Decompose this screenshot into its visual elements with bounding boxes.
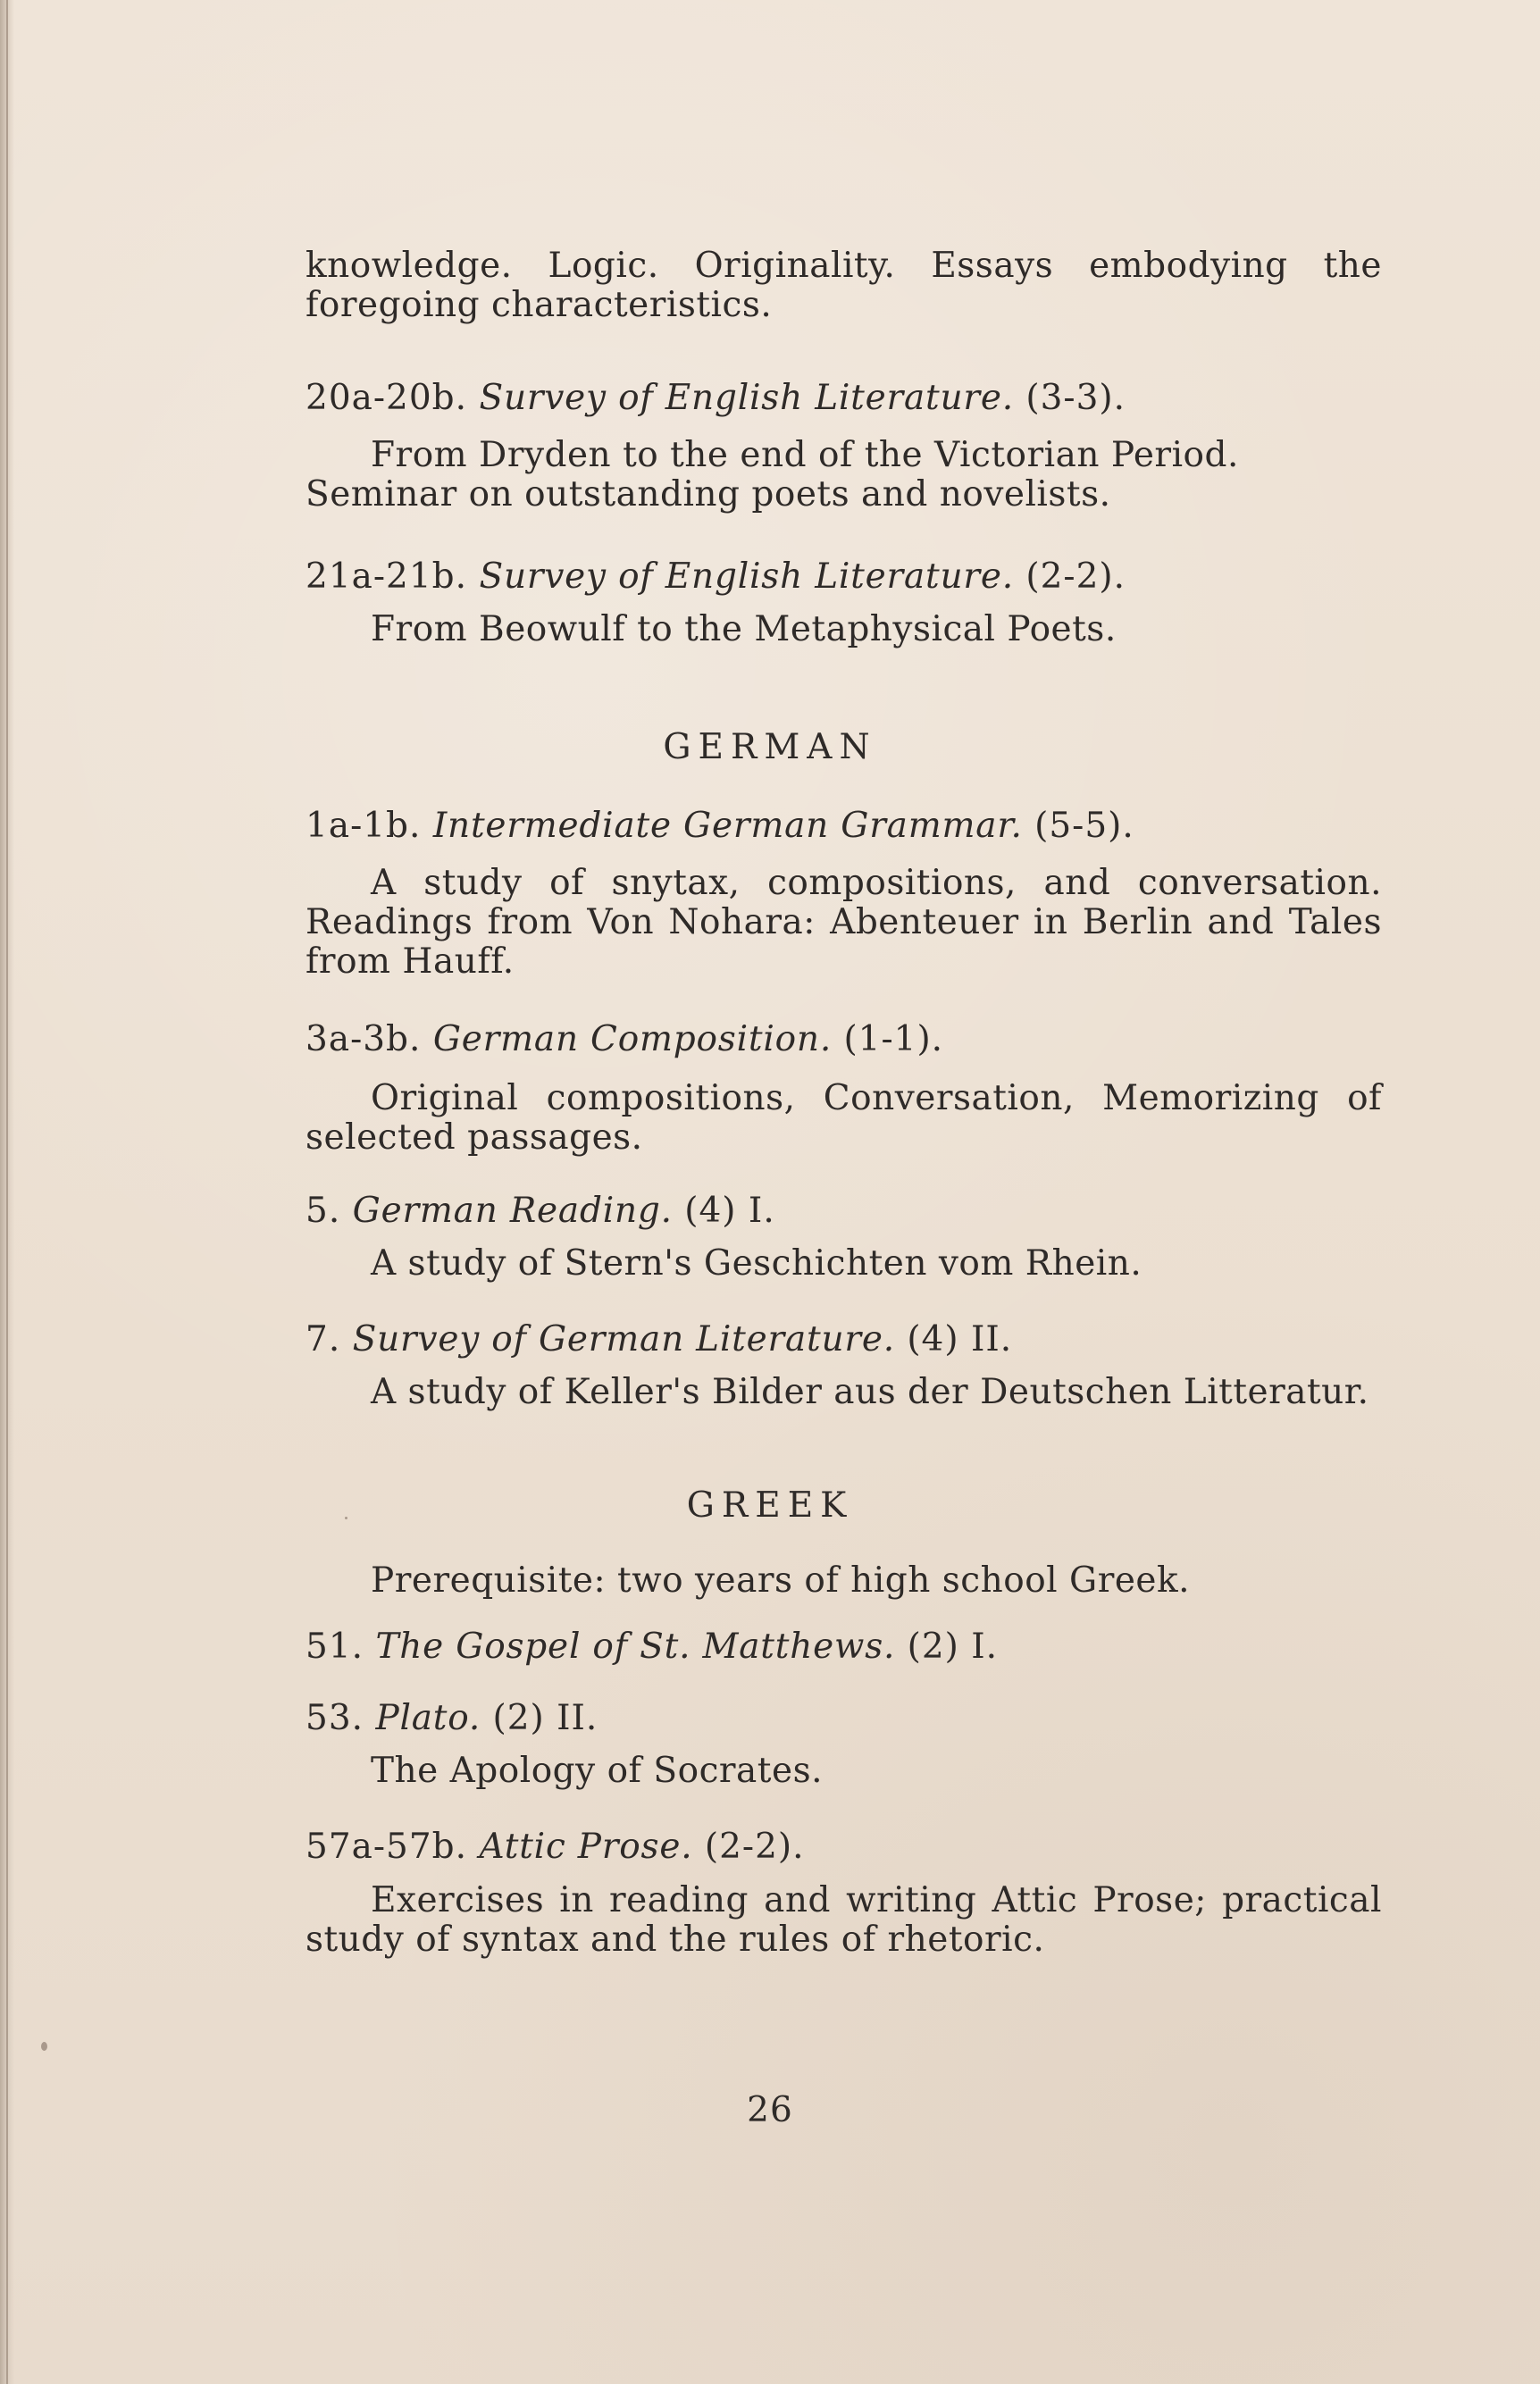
course-entry: [305, 807, 1134, 846]
course-description: From Dryden to the end of the Victorian Period. Seminar on outstanding poets and novelists.: [305, 435, 1239, 514]
course-number: 5.: [305, 1191, 341, 1231]
course-number: 1a-1b.: [305, 806, 422, 846]
course-title: Attic Prose.: [479, 1827, 693, 1867]
course-number: 53.: [305, 1698, 364, 1738]
course-credits: (2) I.: [907, 1627, 999, 1667]
course-number: 3a-3b.: [305, 1019, 422, 1059]
course-entry: [305, 1699, 598, 1738]
course-credits: (5-5).: [1034, 806, 1134, 846]
course-description: From Beowulf to the Metaphysical Poets.: [371, 609, 1117, 649]
course-entry: [305, 1627, 998, 1667]
section-heading-german: GERMAN: [663, 727, 877, 767]
course-number: 51.: [305, 1627, 364, 1667]
course-title: Survey of English Literature.: [479, 556, 1014, 597]
course-description: Original compositions, Conversation, Memorizing of selected passages.: [305, 1078, 1382, 1158]
course-number: 20a-20b.: [305, 378, 468, 418]
binding-edge-line: [6, 0, 8, 2384]
section-prerequisite: Prerequisite: two years of high school Greek.: [371, 1560, 1191, 1601]
course-entry: [305, 379, 1126, 418]
course-title: The Gospel of St. Matthews.: [375, 1627, 896, 1667]
intro-paragraph: knowledge. Logic. Originality. Essays embodying the foregoing characteristics.: [305, 246, 1382, 325]
course-entry: [305, 1320, 1012, 1359]
course-title: German Reading.: [352, 1191, 673, 1231]
course-credits: (4) II.: [907, 1319, 1013, 1359]
course-credits: (4) I.: [684, 1191, 775, 1231]
course-title: German Composition.: [432, 1019, 833, 1059]
course-credits: (1-1).: [843, 1019, 944, 1059]
course-credits: (2-2).: [704, 1827, 805, 1867]
course-credits: (2) II.: [492, 1698, 598, 1738]
page-number: 26: [747, 2090, 793, 2130]
course-number: 7.: [305, 1319, 341, 1359]
course-credits: (3-3).: [1025, 378, 1126, 418]
course-credits: (2-2).: [1025, 556, 1126, 597]
course-description: The Apology of Socrates.: [371, 1751, 823, 1791]
course-description: A study of snytax, compositions, and conversation. Readings from Von Nohara: Abenteuer in Berlin and Tales from Hauff.: [305, 863, 1382, 982]
course-title: Intermediate German Grammar.: [432, 806, 1023, 846]
course-number: 21a-21b.: [305, 556, 468, 597]
course-number: 57a-57b.: [305, 1827, 468, 1867]
course-title: Survey of English Literature.: [479, 378, 1014, 418]
course-description: A study of Stern's Geschichten vom Rhein.: [371, 1243, 1142, 1284]
course-entry: [305, 1192, 775, 1231]
course-description: Exercises in reading and writing Attic Prose; practical study of syntax and the rules of rhetoric.: [305, 1880, 1382, 1960]
course-title: Plato.: [375, 1698, 481, 1738]
course-entry: [305, 1020, 943, 1059]
course-title: Survey of German Literature.: [352, 1319, 895, 1359]
course-entry: [305, 557, 1126, 597]
course-entry: [305, 1828, 805, 1867]
section-heading-greek: GREEK: [686, 1485, 854, 1526]
course-description: A study of Keller's Bilder aus der Deutschen Litteratur.: [371, 1372, 1369, 1412]
paper-speck: [41, 2042, 47, 2051]
